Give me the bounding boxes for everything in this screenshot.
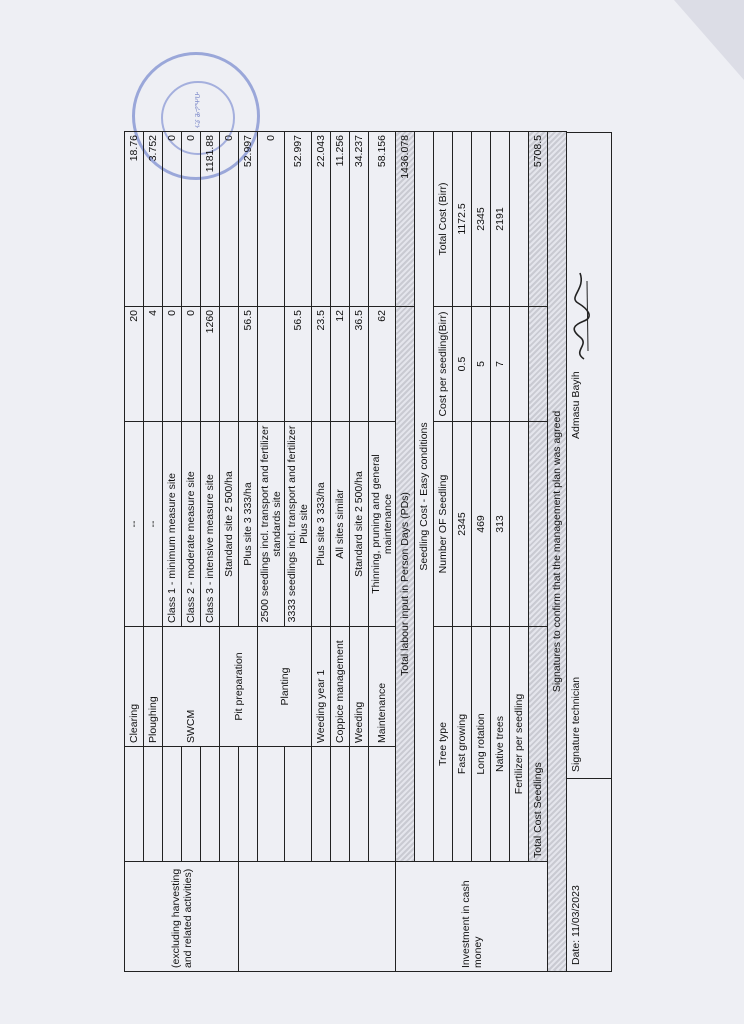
activity-cell: SWCM [163,627,220,747]
excluding-label: (excluding harvesting and related activities) [125,862,239,972]
tree-type-cell: Long rotation [472,627,491,862]
handwritten-signature [570,271,592,361]
activity-cell: Weeding [350,627,369,747]
technician-signature-label: Signature technician [570,676,582,772]
table-row [472,132,491,972]
table-row [125,132,144,972]
standard-cell: Class 3 - intensive measure site [201,422,220,627]
table-row [239,132,258,972]
investment-label: Investment in cash money [396,862,548,972]
cost-cell: 22.043 [312,132,331,307]
number-cell [510,422,529,627]
table-row [285,132,312,972]
cost-cell: 34.237 [350,132,369,307]
activity-cell: Clearing [125,627,144,747]
total-cost-cell: 2345 [472,132,491,307]
total-cost-cell: 2191 [491,132,510,307]
table-row [369,132,396,972]
number-cell: 469 [472,422,491,627]
table-row [331,132,350,972]
standard-cell: Standard site 2 500/ha [350,422,369,627]
activity-cell: Planting [258,627,312,747]
date-field: Date: 11/03/2023 [567,778,611,971]
total-seedlings-value: 5708.5 [529,132,548,307]
total-cost-header: Total Cost (Birr) [434,132,453,307]
technician-name-block [567,133,611,445]
technician-name: Admasu Bayih [570,371,582,439]
cost-cell: 0 [163,132,182,307]
days-cell: 0 [163,307,182,422]
cost-cell: 3.752 [144,132,163,307]
cost-cell: 0 [182,132,201,307]
days-cell: 36.5 [350,307,369,422]
standard-cell: -- [144,422,163,627]
days-cell: 23.5 [312,307,331,422]
standard-cell: Thinning, pruning and general maintenance [369,422,396,627]
signature-confirm-label: Signatures to confirm that the management plan was agreed [548,132,567,972]
table-row [220,132,239,972]
stamp-text: ብሔራዊ ደን [193,91,202,129]
cost-cell: 52.997 [285,132,312,307]
standard-cell: All sites similar [331,422,350,627]
table-row [491,132,510,972]
standard-cell: Standard site 2 500/ha [220,422,239,627]
table-row [312,132,331,972]
standard-cell: 3333 seedlings incl. transport and fertilizer Plus site [285,422,312,627]
days-cell: 20 [125,307,144,422]
activity-cell: Pit preparation [220,627,258,747]
activity-cell: Ploughing [144,627,163,747]
total-cost-cell: 1172.5 [453,132,472,307]
cost-cell: 1181.88 [201,132,220,307]
days-cell: 0 [182,307,201,422]
days-cell: 62 [369,307,396,422]
days-cell: 12 [331,307,350,422]
rotated-document [124,132,694,972]
table-row [144,132,163,972]
activity-cell: Weeding year 1 [312,627,331,747]
cost-cell: 0 [258,132,285,307]
days-cell: 56.5 [285,307,312,422]
cost-per-header: Cost per seedling(Birr) [434,307,453,422]
table-row [182,132,201,972]
total-seedlings-label: Total Cost Seedlings [529,627,548,862]
total-cost-cell [510,132,529,307]
standard-cell: -- [125,422,144,627]
table-row [415,132,434,972]
number-cell: 2345 [453,422,472,627]
tree-type-header: Tree type [434,627,453,862]
table-row [201,132,220,972]
cost-per-cell: 5 [472,307,491,422]
table-row [453,132,472,972]
signature-row [567,132,612,972]
cost-cell: 58.156 [369,132,396,307]
standard-cell: Plus site 3 333/ha [239,422,258,627]
table-row [529,132,548,972]
table-row [434,132,453,972]
table-row [396,132,415,972]
number-header: Number OF Seedling [434,422,453,627]
days-cell [258,307,285,422]
cost-cell: 52.997 [239,132,258,307]
tree-type-cell: Fertilizer per seedling [510,627,529,862]
table-row [548,132,567,972]
standard-cell: Plus site 3 333/ha [312,422,331,627]
cost-cell: 11.256 [331,132,350,307]
cost-per-cell [510,307,529,422]
activity-cell: Coppice management [331,627,350,747]
table-row [163,132,182,972]
labour-cost-table [124,131,567,972]
activity-cell: Maintenance [369,627,396,747]
table-row [510,132,529,972]
standard-cell: Class 2 - moderate measure site [182,422,201,627]
folded-corner [674,0,744,80]
days-cell [220,307,239,422]
tree-type-cell: Native trees [491,627,510,862]
table-row [258,132,285,972]
tree-type-cell: Fast growing [453,627,472,862]
days-cell: 1260 [201,307,220,422]
total-labour-label: Total labour input in Person Days (PDs) [396,307,415,862]
seedling-title: Seedling Cost - Easy conditions [415,132,434,862]
cost-per-cell: 0.5 [453,307,472,422]
days-cell: 4 [144,307,163,422]
standard-cell: Class 1 - minimum measure site [163,422,182,627]
number-cell: 313 [491,422,510,627]
total-labour-cost: 1436.078 [396,132,415,307]
cost-cell: 0 [220,132,239,307]
days-cell: 56.5 [239,307,258,422]
standard-cell: 2500 seedlings incl. transport and fertilizer standards site [258,422,285,627]
cost-cell: 18.76 [125,132,144,307]
cost-per-cell: 7 [491,307,510,422]
table-row [350,132,369,972]
